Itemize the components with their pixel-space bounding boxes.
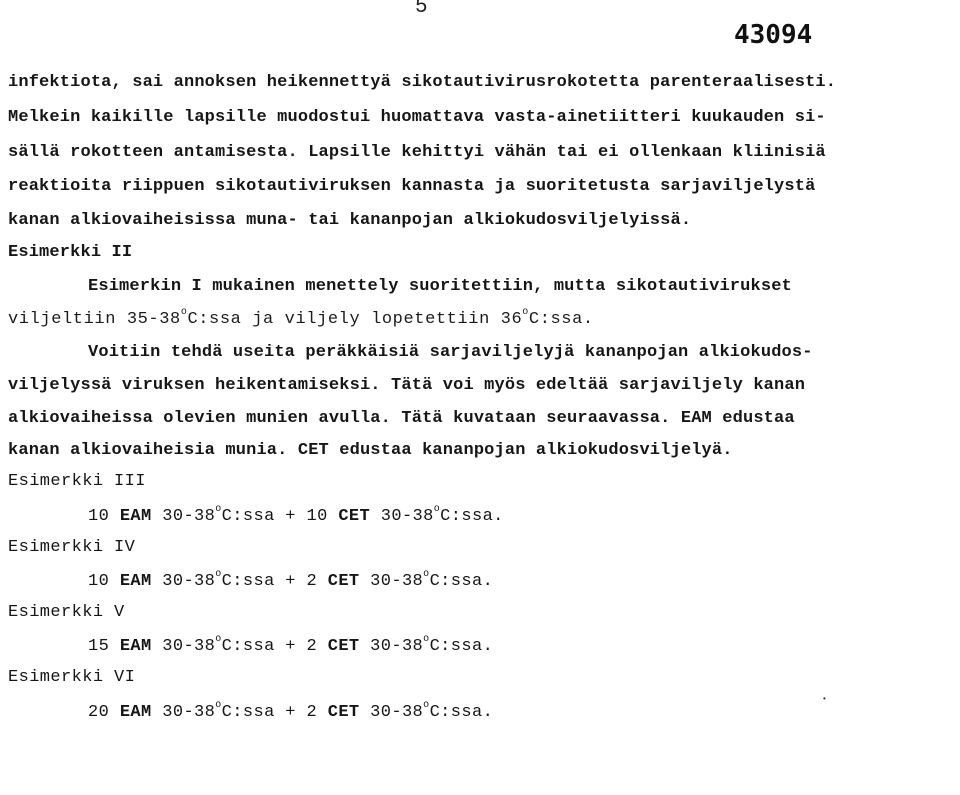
paragraph-line: Voitiin tehdä useita peräkkäisiä sarjaviljelyjä kananpojan alkiokudos- [88,343,813,362]
example-formula: 10 EAM $30-38^oC:ssa + 10$ CET 30-38$^o$C:ssa. [88,504,504,526]
paragraph-line: alkiovaiheissa olevien munien avulla. Tätä kuvataan seuraavassa. EAM edustaa [8,409,795,428]
paragraph-line: viljeltiin 35-38$^o$C:ssa ja viljely lopetettiin 36$^o$C:ssa. [8,307,594,329]
paragraph-line: kanan alkiovaiheisissa muna- tai kananpojan alkiokudosviljelyissä. [8,211,692,230]
example-formula: 15 EAM $30-38^oC:ssa + 2$ CET 30-38$^o$C:ssa. [88,634,494,656]
paragraph-line: Melkein kaikille lapsille muodostui huomattava vasta-ainetiitteri kuukauden si- [8,108,826,127]
scan-speck: • [822,695,827,704]
example-formula: 10 EAM $30-38^oC:ssa + 2$ CET 30-38$^o$C:ssa. [88,569,494,591]
paragraph-line: reaktioita riippuen sikotautiviruksen kannasta ja suoritetusta sarjaviljelystä [8,177,816,196]
document-number: 43094 [734,20,813,50]
example-heading: Esimerkki II [8,243,133,262]
paragraph-line: sällä rokotteen antamisesta. Lapsille kehittyi vähän tai ei ollenkaan kliinisiä [8,143,826,162]
paragraph-line: kanan alkiovaiheisia munia. CET edustaa kananpojan alkiokudosviljelyä. [8,441,733,460]
paragraph-line: viljelyssä viruksen heikentamiseksi. Tätä voi myös edeltää sarjaviljely kanan [8,376,806,395]
example-heading: Esimerkki III [8,472,146,491]
example-heading: Esimerkki VI [8,668,136,687]
example-heading: Esimerkki V [8,603,125,622]
page-number: 5 [415,0,428,19]
paragraph-line: Esimerkin I mukainen menettely suoritettiin, mutta sikotautivirukset [88,277,792,296]
example-formula: 20 EAM $30-38^oC:ssa + 2$ CET 30-38$^o$C:ssa. [88,700,494,722]
example-heading: Esimerkki IV [8,538,136,557]
paragraph-line: infektiota, sai annoksen heikennettyä sikotautivirusrokotetta parenteraalisesti. [8,73,837,92]
